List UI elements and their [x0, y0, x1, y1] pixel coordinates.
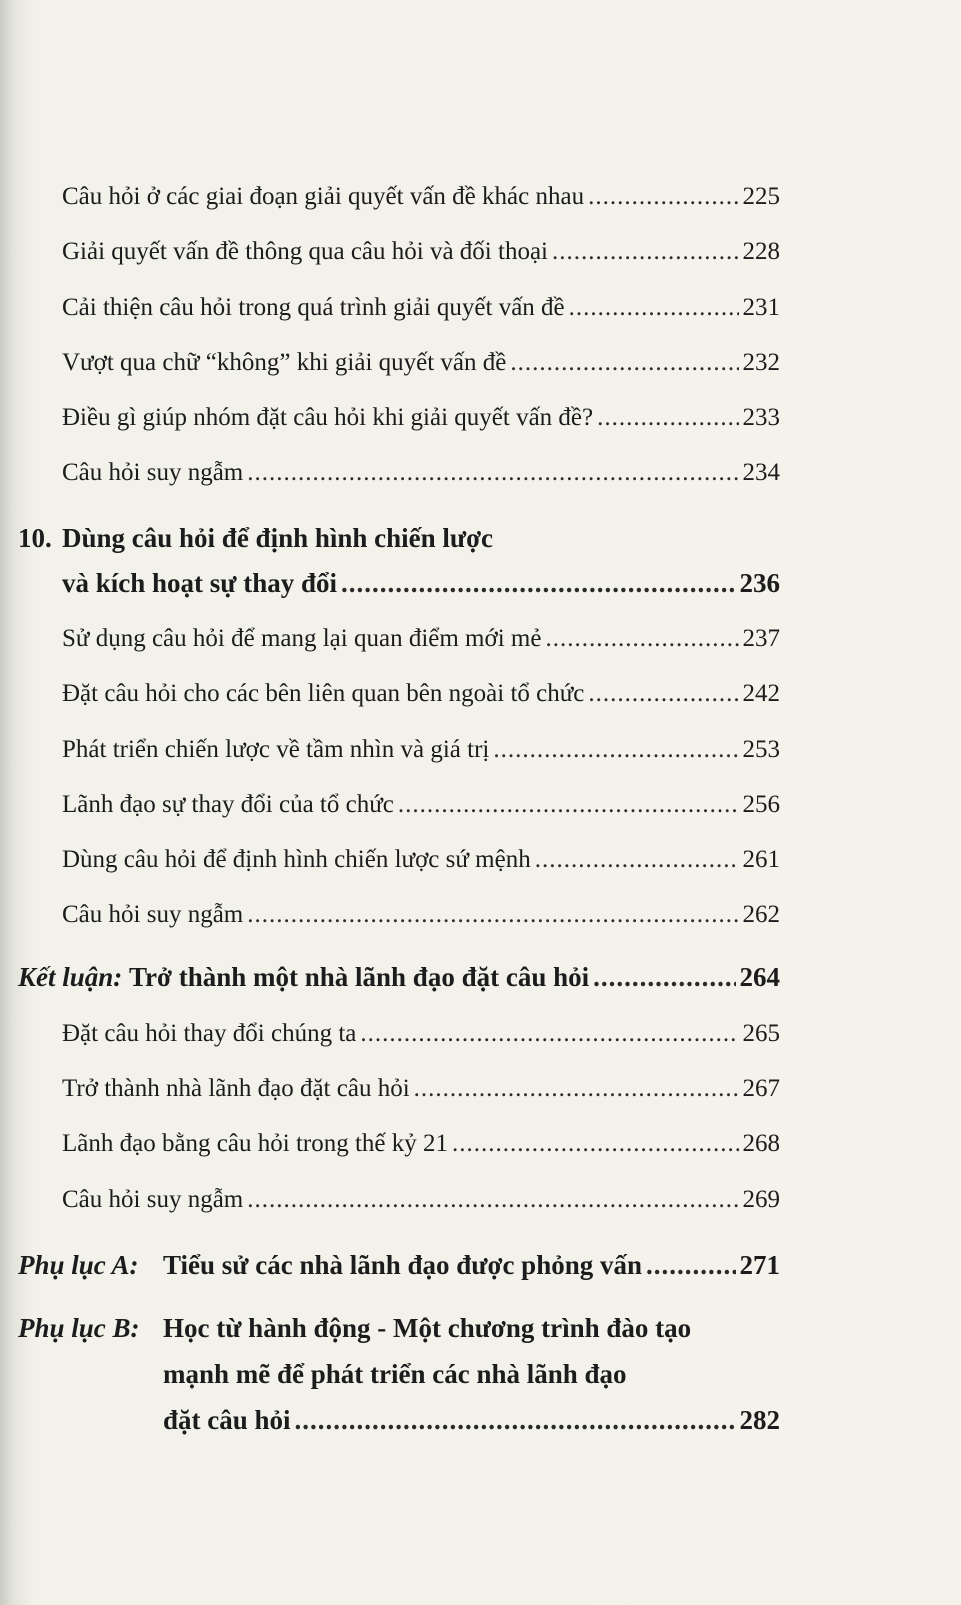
appendix-a-title: Tiểu sử các nhà lãnh đạo được phỏng vấn	[163, 1250, 642, 1280]
toc-entry	[62, 736, 780, 764]
appendix-b-page: 282	[739, 1405, 780, 1435]
chapter-title-line2: và kích hoạt sự thay đổi	[62, 568, 338, 598]
toc-entry-title: Câu hỏi suy ngẫm	[62, 1186, 244, 1213]
toc-entry-page: 253	[742, 736, 780, 763]
chapter-title-line1: Dùng câu hỏi để định hình chiến lược	[62, 523, 494, 553]
appendix-b-title-line3: đặt câu hỏi	[163, 1405, 291, 1435]
toc-entry	[62, 1020, 780, 1048]
toc-entry-page: 267	[742, 1075, 780, 1102]
toc-entry-page: 268	[742, 1130, 780, 1157]
toc-entry-page: 228	[742, 238, 780, 265]
toc-entry	[62, 183, 780, 211]
conclusion-entry	[18, 962, 780, 993]
leader-dots	[588, 183, 738, 211]
leader-dots	[414, 1075, 739, 1103]
toc-entry-page: 234	[742, 459, 780, 486]
toc-entry	[62, 294, 780, 322]
toc-entry-title: Câu hỏi suy ngẫm	[62, 901, 244, 928]
toc-entry-title: Dùng câu hỏi để định hình chiến lược sứ mệnh	[62, 846, 531, 873]
leader-dots	[360, 1020, 738, 1048]
toc-entry	[62, 625, 780, 653]
toc-entry-title: Phát triển chiến lược về tầm nhìn và giá trị	[62, 736, 490, 763]
toc-entry-title: Sử dụng câu hỏi để mang lại quan điểm mới mẻ	[62, 625, 542, 652]
toc-entry-page: 232	[742, 349, 780, 376]
toc-entry	[62, 901, 780, 929]
appendix-b-label	[18, 1313, 140, 1344]
toc-entry-page: 262	[742, 901, 780, 928]
leader-dots	[535, 846, 739, 874]
toc-entry-page: 242	[742, 680, 780, 707]
toc-entry	[62, 238, 780, 266]
toc-entry-page: 225	[742, 183, 780, 210]
leader-dots	[593, 962, 735, 993]
conclusion-title: Trở thành một nhà lãnh đạo đặt câu hỏi	[129, 962, 590, 992]
toc-entry-title: Trở thành nhà lãnh đạo đặt câu hỏi	[62, 1075, 410, 1102]
toc-entry-page: 237	[742, 625, 780, 652]
toc-entry-title: Lãnh đạo sự thay đổi của tổ chức	[62, 791, 394, 818]
leader-dots	[597, 404, 738, 432]
toc-entry-title: Điều gì giúp nhóm đặt câu hỏi khi giải quyết vấn đề?	[62, 404, 594, 431]
toc-entry-title: Lãnh đạo bằng câu hỏi trong thế kỷ 21	[62, 1130, 449, 1157]
leader-dots	[646, 1250, 736, 1281]
leader-dots	[341, 568, 735, 599]
leader-dots	[493, 736, 738, 764]
leader-dots	[398, 791, 739, 819]
toc-entry-title: Vượt qua chữ “không” khi giải quyết vấn đề	[62, 349, 507, 376]
appendix-b-title-line1: Học từ hành động - Một chương trình đào tạo	[163, 1313, 692, 1343]
chapter-number: 10.	[18, 523, 52, 553]
toc-entry-page: 261	[742, 846, 780, 873]
leader-dots	[247, 459, 738, 487]
leader-dots	[569, 294, 739, 322]
leader-dots	[545, 625, 738, 653]
toc-entry-title: Giải quyết vấn đề thông qua câu hỏi và đối thoại	[62, 238, 548, 265]
conclusion-label: Kết luận:	[18, 962, 123, 992]
toc-entry	[62, 404, 780, 432]
leader-dots	[510, 349, 738, 377]
toc-entry-page: 265	[742, 1020, 780, 1047]
leader-dots	[588, 680, 738, 708]
appendix-a-label-text: Phụ lục A:	[18, 1250, 139, 1280]
conclusion-page: 264	[739, 962, 780, 992]
toc-entry	[62, 1130, 780, 1158]
appendix-b-label-text: Phụ lục B:	[18, 1313, 140, 1343]
leader-dots	[247, 901, 738, 929]
toc-entry	[62, 1186, 780, 1214]
appendix-b-entry	[163, 1405, 780, 1436]
toc-entry	[62, 1075, 780, 1103]
leader-dots	[552, 238, 739, 266]
toc-entry	[62, 680, 780, 708]
toc-entry-page: 269	[742, 1186, 780, 1213]
toc-entry	[62, 846, 780, 874]
chapter-page: 236	[739, 568, 780, 598]
toc-entry	[62, 349, 780, 377]
leader-dots	[295, 1405, 736, 1436]
leader-dots	[247, 1186, 738, 1214]
appendix-b-title-line2: mạnh mẽ để phát triển các nhà lãnh đạo	[163, 1359, 627, 1389]
toc-entry-title: Đặt câu hỏi cho các bên liên quan bên ngoài tổ chức	[62, 680, 585, 707]
appendix-a-page: 271	[739, 1250, 780, 1280]
toc-entry-page: 231	[742, 294, 780, 321]
toc-entry-page: 256	[742, 791, 780, 818]
chapter-entry	[62, 568, 780, 599]
toc-entry-title: Câu hỏi ở các giai đoạn giải quyết vấn đề khác nhau	[62, 183, 585, 210]
toc-entry	[62, 791, 780, 819]
toc-entry-title: Cải thiện câu hỏi trong quá trình giải quyết vấn đề	[62, 294, 565, 321]
conclusion-heading	[18, 962, 589, 993]
appendix-a-entry	[163, 1250, 780, 1281]
leader-dots	[452, 1130, 738, 1158]
toc-entry-title: Câu hỏi suy ngẫm	[62, 459, 244, 486]
toc-entry-title: Đặt câu hỏi thay đổi chúng ta	[62, 1020, 357, 1047]
appendix-a-label	[18, 1250, 139, 1281]
toc-entry-page: 233	[742, 404, 780, 431]
toc-entry	[62, 459, 780, 487]
